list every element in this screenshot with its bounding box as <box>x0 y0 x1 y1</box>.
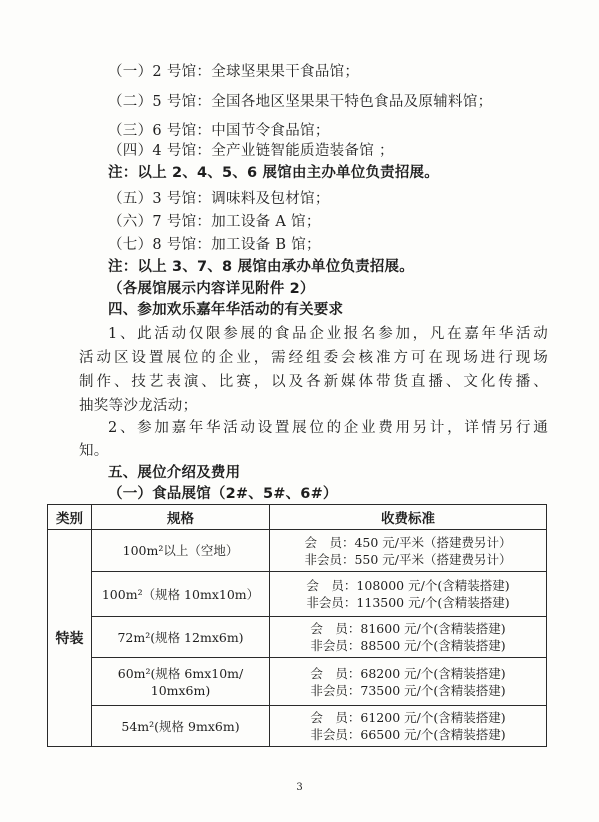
hall-line-7: （七）8 号馆：加工设备 B 馆； <box>108 237 321 253</box>
fee-cell <box>270 658 547 706</box>
hall-line-6: （六）7 号馆：加工设备 A 馆； <box>108 214 321 230</box>
paragraph-2-line-2: 知。 <box>79 443 109 459</box>
page-number: 3 <box>296 782 303 793</box>
spec-text: 54m²(规格 9mx6m) <box>121 718 240 734</box>
spec-cell <box>92 530 270 572</box>
note-organizer: 注：以上 2、4、5、6 展馆由主办单位负责招展。 <box>108 165 439 181</box>
member-fee: 会 员：450 元/平米（搭建费另计） <box>304 534 512 550</box>
nonmember-fee: 非会员：88500 元/个(含精装搭建) <box>310 638 506 653</box>
spec-text: 100m²以上（空地） <box>122 543 239 558</box>
spec-text-continued: 10mx6m) <box>150 682 211 698</box>
member-fee: 会 员：68200 元/个(含精装搭建) <box>310 665 506 681</box>
fee-cell <box>270 617 547 658</box>
paragraph-1-line-4: 抽奖等沙龙活动； <box>79 398 198 414</box>
category-cell: 特装 <box>48 530 92 747</box>
hall-line-5: （五）3 号馆：调味料及包材馆； <box>108 191 330 207</box>
note-attachment: （各展馆展示内容详见附件 2） <box>108 281 315 297</box>
spec-text: 100m²（规格 10mx10m） <box>101 586 260 602</box>
table-row <box>48 658 547 706</box>
section-heading-5: 五、展位介绍及费用 <box>108 465 241 481</box>
fee-cell <box>270 530 547 572</box>
header-fee: 收费标准 <box>270 505 547 530</box>
spec-cell <box>92 658 270 706</box>
nonmember-fee: 非会员：73500 元/个(含精装搭建) <box>310 682 506 698</box>
hall-line-2: （二）5 号馆：全国各地区坚果果干特色食品及原辅料馆； <box>108 94 493 110</box>
member-fee: 会 员：108000 元/个(含精装搭建) <box>306 578 510 593</box>
paragraph-1-line-3: 制作、技艺表演、比赛，以及各新媒体带货直播、文化传播、 <box>79 374 548 390</box>
fee-table <box>47 504 547 747</box>
spec-cell <box>92 617 270 658</box>
table-row <box>48 572 547 617</box>
spec-cell <box>92 706 270 747</box>
fee-cell <box>270 572 547 617</box>
table-row <box>48 706 547 747</box>
nonmember-fee: 非会员：66500 元/个(含精装搭建) <box>310 727 506 742</box>
table-row <box>48 617 547 658</box>
paragraph-2-line-1: 2、参加嘉年华活动设置展位的企业费用另计，详情另行通 <box>108 420 548 436</box>
header-category: 类别 <box>48 505 92 530</box>
table-title: （一）食品展馆（2#、5#、6#） <box>108 486 338 502</box>
paragraph-1-line-1: 1、此活动仅限参展的食品企业报名参加，凡在嘉年华活动 <box>108 326 548 342</box>
table-header-row <box>48 505 547 530</box>
member-fee: 会 员：81600 元/个(含精装搭建) <box>310 621 506 636</box>
member-fee: 会 员：61200 元/个(含精装搭建) <box>310 710 506 725</box>
header-spec: 规格 <box>92 505 270 530</box>
note-co-organizer: 注：以上 3、7、8 展馆由承办单位负责招展。 <box>108 259 414 275</box>
nonmember-fee: 非会员：113500 元/个(含精装搭建) <box>306 595 510 610</box>
fee-cell <box>270 706 547 747</box>
hall-line-4: （四）4 号馆：全产业链智能质造装备馆 ； <box>108 143 394 159</box>
table-row <box>48 530 547 572</box>
spec-text: 60m²(规格 6mx10m/ <box>117 665 244 681</box>
spec-text: 72m²(规格 12mx6m) <box>117 629 244 645</box>
hall-line-3: （三）6 号馆：中国节令食品馆； <box>108 123 330 139</box>
section-heading-4: 四、参加欢乐嘉年华活动的有关要求 <box>108 302 344 318</box>
spec-cell <box>92 572 270 617</box>
nonmember-fee: 非会员：550 元/平米（搭建费另计） <box>304 551 512 567</box>
paragraph-1-line-2: 活动区设置展位的企业，需经组委会核准方可在现场进行现场 <box>79 350 548 366</box>
hall-line-1: （一）2 号馆：全球坚果果干食品馆； <box>108 64 360 80</box>
